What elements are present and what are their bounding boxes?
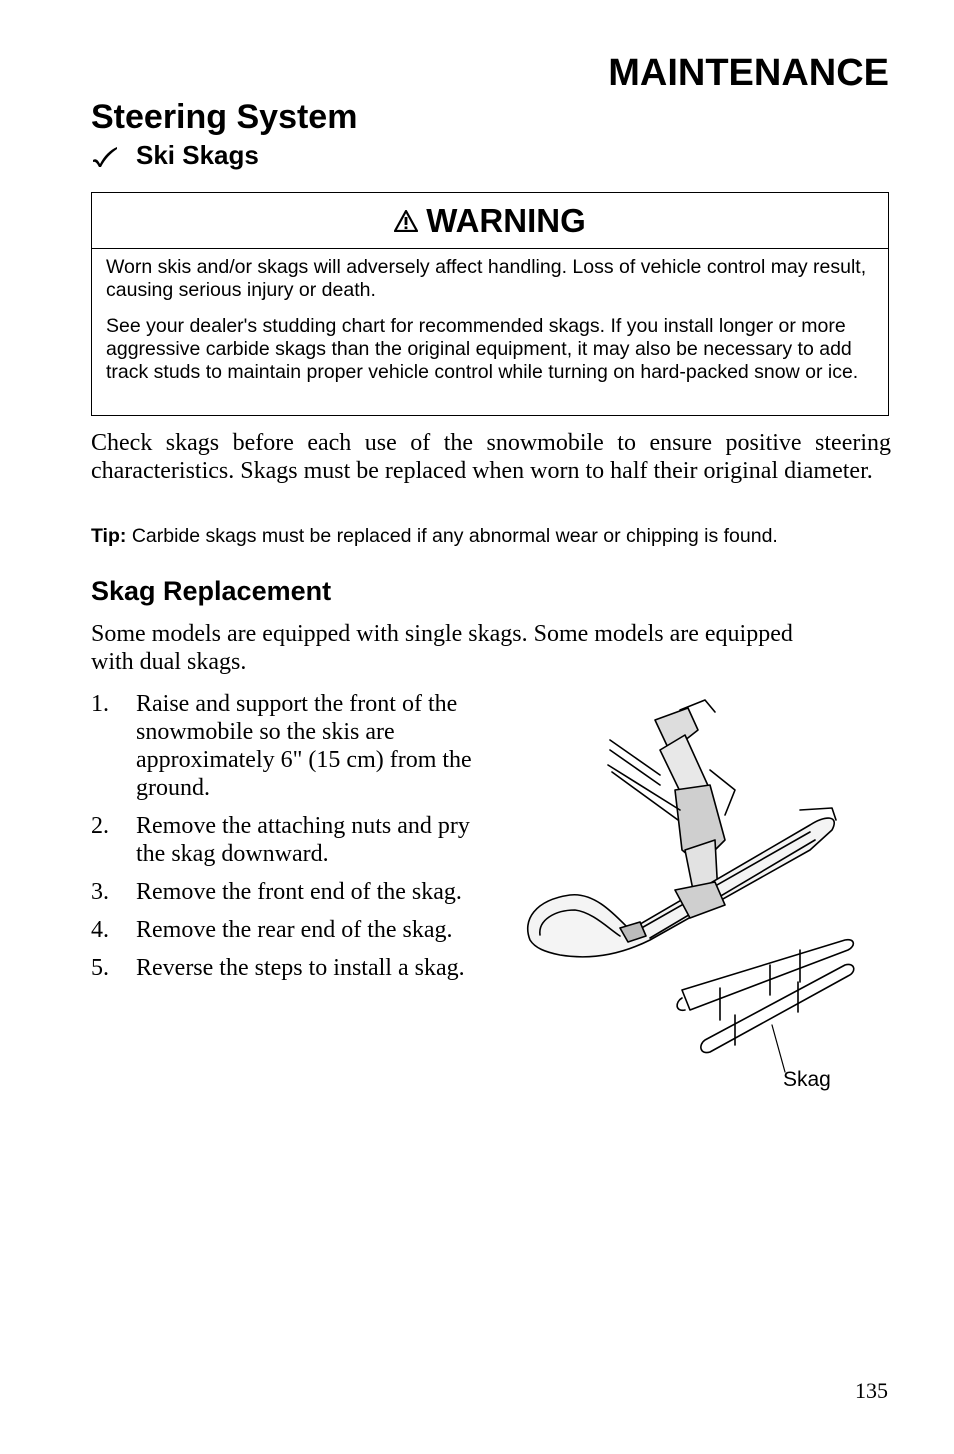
- list-item: [91, 916, 491, 944]
- step-number: 4.: [91, 917, 109, 943]
- tip: [91, 525, 778, 548]
- step-number: 5.: [91, 955, 109, 981]
- list-item: [91, 954, 491, 982]
- warning-paragraph: See your dealer's studding chart for recommended skags. If you install longer or more aggressive carbide skags than the original equipment, it may also be necessary to add track studs to maintain proper vehicle control while turning on hard-packed snow or ice.: [106, 315, 859, 383]
- step-text: Reverse the steps to install a skag.: [136, 955, 465, 981]
- section-heading: Skag Replacement: [91, 576, 332, 606]
- intro-paragraph: Check skags before each use of the snowmobile to ensure positive steering characteristics. Skags must be replaced when worn to half their original diameter.: [91, 430, 891, 484]
- list-item: [91, 690, 491, 802]
- warning-triangle-icon: [394, 210, 418, 232]
- page-title: Steering System: [91, 98, 358, 136]
- subsection-heading: [91, 140, 259, 171]
- tip-label: Tip:: [91, 525, 127, 547]
- checkmark-icon: [91, 144, 119, 168]
- ski-skag-illustration: [510, 690, 870, 1100]
- list-item: [91, 812, 491, 868]
- subsection-label: Ski Skags: [136, 140, 259, 170]
- steps-list: [91, 690, 491, 992]
- page-number: 135: [855, 1378, 888, 1403]
- warning-header: [92, 193, 888, 249]
- step-text: Raise and support the front of the snowmobile so the skis are approximately 6" (15 cm) from the ground.: [136, 691, 472, 801]
- warning-box: [91, 192, 889, 416]
- step-number: 3.: [91, 879, 109, 905]
- step-number: 1.: [91, 691, 109, 717]
- step-text: Remove the attaching nuts and pry the skag downward.: [136, 813, 470, 867]
- step-text: Remove the rear end of the skag.: [136, 917, 453, 943]
- tip-text: Carbide skags must be replaced if any abnormal wear or chipping is found.: [131, 525, 778, 547]
- warning-body: [92, 249, 888, 384]
- figure-label: Skag: [783, 1068, 831, 1091]
- section-header: MAINTENANCE: [608, 52, 889, 94]
- list-item: [91, 878, 491, 906]
- step-text: Remove the front end of the skag.: [136, 879, 462, 905]
- warning-paragraph: Worn skis and/or skags will adversely affect handling. Loss of vehicle control may result, causing serious injury or death.: [106, 256, 867, 301]
- step-number: 2.: [91, 813, 109, 839]
- replacement-intro: Some models are equipped with single skags. Some models are equipped with dual skags.: [91, 621, 793, 675]
- warning-heading: WARNING: [426, 201, 586, 239]
